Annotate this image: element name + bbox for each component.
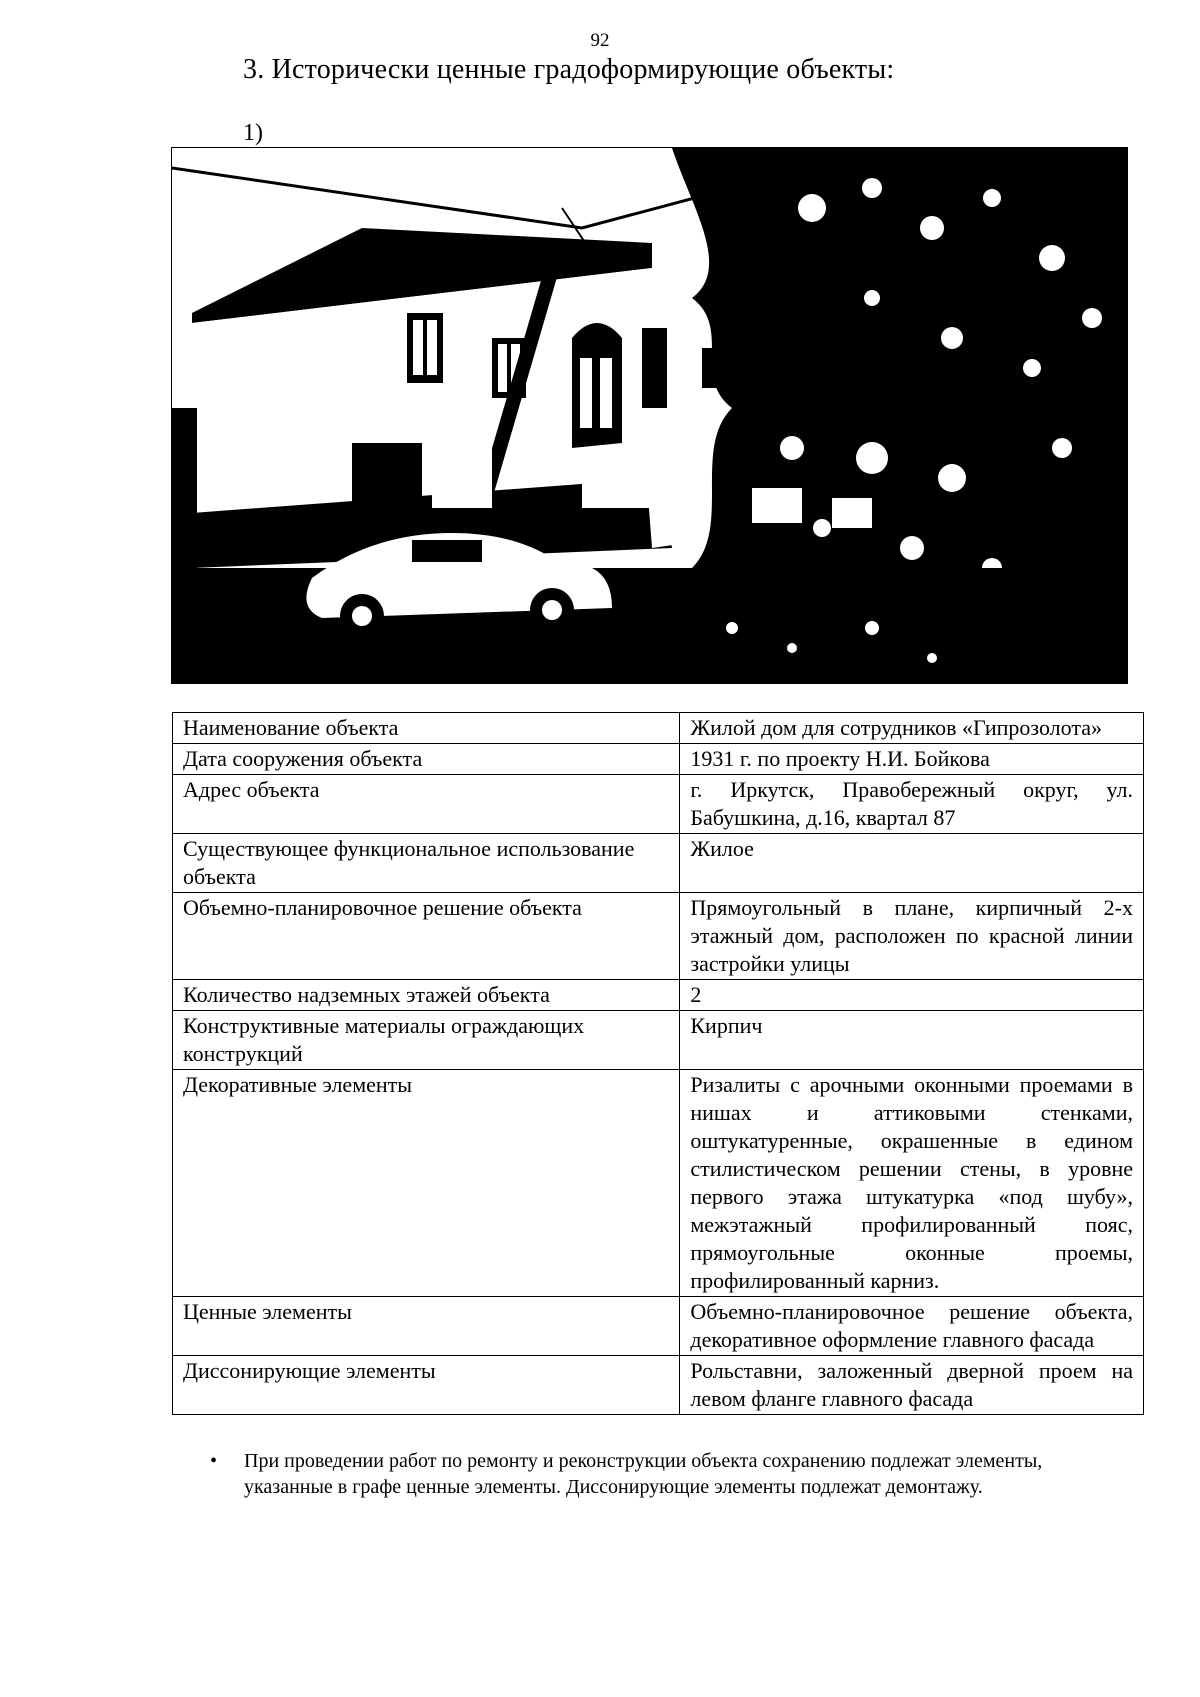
object-info-table [172, 712, 1144, 1415]
footnote-text: При проведении работ по ремонту и реконструкции объекта сохранению подлежат элементы, указанные в графе ценные элементы. Диссонирующие элементы подлежат демонтажу. [244, 1450, 1043, 1498]
row-value: Прямоугольный в плане, кирпичный 2-х этажный дом, расположен по красной линии застройки улицы [680, 893, 1144, 980]
table-row [173, 744, 1144, 775]
row-label: Объемно-планировочное решение объекта [173, 893, 680, 980]
row-label: Конструктивные материалы ограждающих конструкций [173, 1011, 680, 1070]
row-value: Рольставни, заложенный дверной проем на левом фланге главного фасада [680, 1356, 1144, 1415]
bullet-icon: • [210, 1450, 218, 1472]
table-row [173, 1011, 1144, 1070]
row-value: г. Иркутск, Правобережный округ, ул. Бабушкина, д.16, квартал 87 [680, 775, 1144, 834]
row-label: Существующее функциональное использование объекта [173, 834, 680, 893]
row-value: Жилой дом для сотрудников «Гипрозолота» [680, 713, 1144, 744]
table-row [173, 775, 1144, 834]
row-label: Наименование объекта [173, 713, 680, 744]
table-row [173, 980, 1144, 1011]
building-photo [171, 147, 1128, 684]
table-row [173, 1070, 1144, 1297]
table-row [173, 834, 1144, 893]
row-value: Жилое [680, 834, 1144, 893]
section-title: 3. Исторически ценные градоформирующие объекты: [243, 54, 895, 85]
row-value: Кирпич [680, 1011, 1144, 1070]
row-label: Декоративные элементы [173, 1070, 680, 1297]
row-label: Дата сооружения объекта [173, 744, 680, 775]
table-row [173, 1356, 1144, 1415]
table-row [173, 1297, 1144, 1356]
row-label: Адрес объекта [173, 775, 680, 834]
row-value: Объемно-планировочное решение объекта, декоративное оформление главного фасада [680, 1297, 1144, 1356]
row-label: Количество надземных этажей объекта [173, 980, 680, 1011]
building-photo-image [172, 148, 1127, 683]
row-value: 2 [680, 980, 1144, 1011]
page-number: 92 [590, 30, 610, 51]
object-info-rows [173, 713, 1144, 1415]
table-row [173, 713, 1144, 744]
row-value: Ризалиты с арочными оконными проемами в нишах и аттиковыми стенками, оштукатуренные, окрашенные в едином стилистическом решении стены, в уровне первого этажа штукатурка «под шубу», межэтажный профилированный пояс, прямоугольные оконные проемы, профилированный карниз. [680, 1070, 1144, 1297]
table-row [173, 893, 1144, 980]
footnote [210, 1448, 1090, 1500]
row-label: Диссонирующие элементы [173, 1356, 680, 1415]
item-number: 1) [243, 120, 263, 146]
row-label: Ценные элементы [173, 1297, 680, 1356]
row-value: 1931 г. по проекту Н.И. Бойкова [680, 744, 1144, 775]
